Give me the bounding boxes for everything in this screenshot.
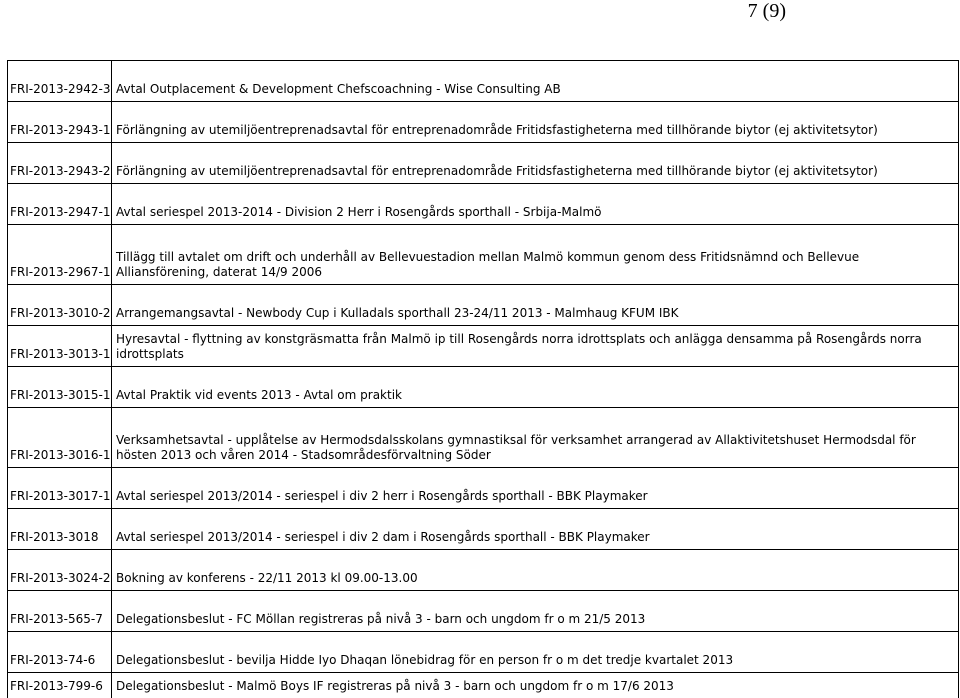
row-description: Arrangemangsavtal - Newbody Cup i Kulladals sporthall 23-24/11 2013 - Malmhaug KFUM IBK	[112, 285, 959, 326]
row-description: Avtal seriespel 2013/2014 - seriespel i div 2 dam i Rosengårds sporthall - BBK Playmaker	[112, 509, 959, 550]
table-row	[8, 326, 959, 367]
row-description: Delegationsbeslut - bevilja Hidde Iyo Dhaqan lönebidrag för en person fr o m det tredje kvartalet 2013	[112, 632, 959, 673]
row-description: Avtal Praktik vid events 2013 - Avtal om praktik	[112, 367, 959, 408]
row-id: FRI-2013-3018	[8, 509, 112, 550]
row-description: Förlängning av utemiljöentreprenadsavtal för entreprenadområde Fritidsfastigheterna med tillhörande biytor (ej aktivitetsytor)	[112, 102, 959, 143]
table-row	[8, 367, 959, 408]
table-row	[8, 61, 959, 102]
row-id: FRI-2013-3016-1	[8, 408, 112, 468]
row-id: FRI-2013-74-6	[8, 632, 112, 673]
row-id: FRI-2013-3010-2	[8, 285, 112, 326]
row-id: FRI-2013-2942-3	[8, 61, 112, 102]
row-description: Verksamhetsavtal - upplåtelse av Hermodsdalsskolans gymnastiksal för verksamhet arrangerad av Allaktivitetshuset Hermodsdal för hösten 2013 och våren 2014 - Stadsområdesförvaltning Söder	[112, 408, 959, 468]
table-row	[8, 143, 959, 184]
row-id: FRI-2013-2943-2	[8, 143, 112, 184]
row-description: Bokning av konferens - 22/11 2013 kl 09.00-13.00	[112, 550, 959, 591]
row-id: FRI-2013-2943-1	[8, 102, 112, 143]
row-description: Delegationsbeslut - Malmö Boys IF registreras på nivå 3 - barn och ungdom fr o m 17/6 2013	[112, 673, 959, 698]
row-description: Delegationsbeslut - FC Möllan registreras på nivå 3 - barn och ungdom fr o m 21/5 2013	[112, 591, 959, 632]
row-description: Hyresavtal - flyttning av konstgräsmatta från Malmö ip till Rosengårds norra idrottsplats och anlägga densamma på Rosengårds norra idrottsplats	[112, 326, 959, 367]
row-id: FRI-2013-3013-1	[8, 326, 112, 367]
row-description: Avtal Outplacement & Development Chefscoachning - Wise Consulting AB	[112, 61, 959, 102]
table-row	[8, 509, 959, 550]
table-row	[8, 550, 959, 591]
table-row	[8, 102, 959, 143]
table-row	[8, 673, 959, 698]
table-row	[8, 632, 959, 673]
row-id: FRI-2013-3024-2	[8, 550, 112, 591]
row-id: FRI-2013-565-7	[8, 591, 112, 632]
row-id: FRI-2013-3017-1	[8, 468, 112, 509]
table-row	[8, 468, 959, 509]
row-description: Avtal seriespel 2013-2014 - Division 2 Herr i Rosengårds sporthall - Srbija-Malmö	[112, 184, 959, 225]
page-number: 7 (9)	[748, 0, 786, 22]
table-row	[8, 591, 959, 632]
row-id: FRI-2013-799-6	[8, 673, 112, 698]
row-id: FRI-2013-2947-1	[8, 184, 112, 225]
row-description: Avtal seriespel 2013/2014 - seriespel i div 2 herr i Rosengårds sporthall - BBK Playmaker	[112, 468, 959, 509]
row-id: FRI-2013-3015-1	[8, 367, 112, 408]
table-row	[8, 285, 959, 326]
table-row	[8, 408, 959, 468]
table-row	[8, 184, 959, 225]
table-row	[8, 225, 959, 285]
registry-table	[7, 60, 959, 698]
row-description: Tillägg till avtalet om drift och underhåll av Bellevuestadion mellan Malmö kommun genom dess Fritidsnämnd och Bellevue Alliansförening, daterat 14/9 2006	[112, 225, 959, 285]
row-id: FRI-2013-2967-1	[8, 225, 112, 285]
row-description: Förlängning av utemiljöentreprenadsavtal för entreprenadområde Fritidsfastigheterna med tillhörande biytor (ej aktivitetsytor)	[112, 143, 959, 184]
